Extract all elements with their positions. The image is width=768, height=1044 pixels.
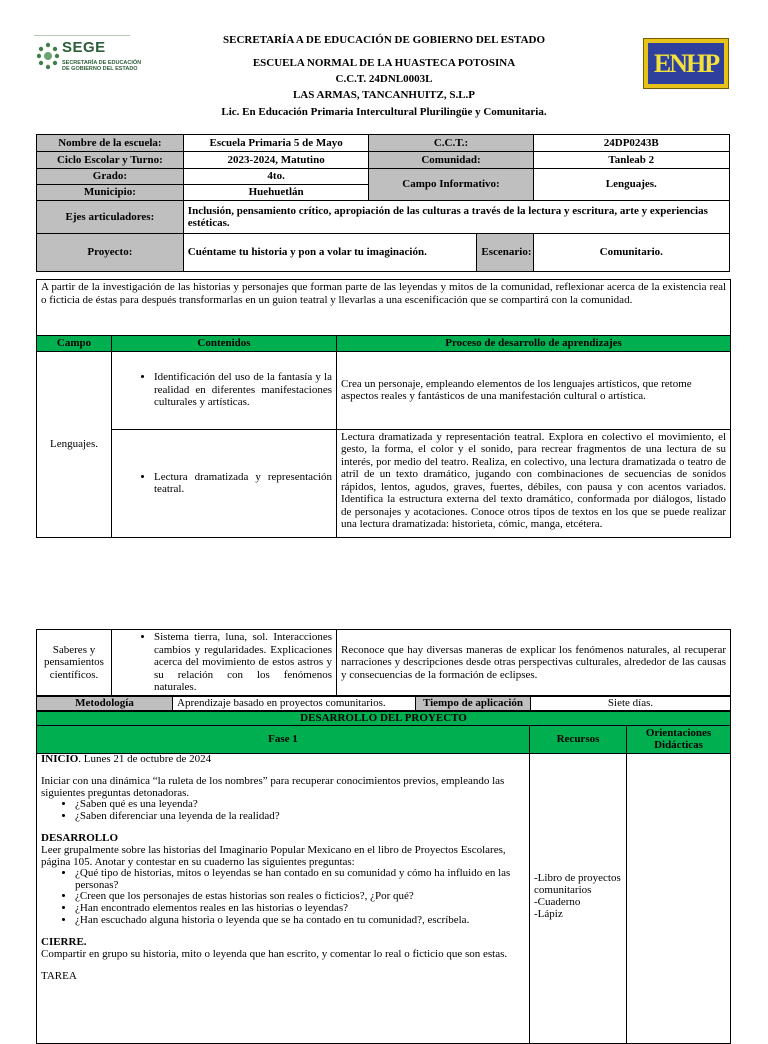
inicio-pregunta-1: • ¿Saben qué es una leyenda? bbox=[75, 799, 525, 811]
recursos-content bbox=[530, 753, 627, 1043]
header-escuela-normal: ESCUELA NORMAL DE LA HUASTECA POTOSINA bbox=[252, 57, 516, 69]
grado-label: Grado: bbox=[37, 169, 184, 185]
desarrollo-texto: Leer grupalmente sobre las historias del Imaginario Popular Mexicano en el libro de Proyectos Escolares, página 105. Anotar y contestar en su cuaderno las siguientes preguntas: bbox=[41, 844, 506, 868]
saberes-campo: Saberes y pensamientos científicos. bbox=[37, 630, 112, 696]
inicio-texto: Iniciar con una dinámica “la ruleta de los nombres” para recuperar conocimientos previos, empleando las siguientes preguntas detonadoras. bbox=[41, 775, 505, 799]
campo-label: Campo Informativo: bbox=[369, 169, 533, 201]
desarrollo-pregunta-3: • ¿Han encontrado elementos reales en las historias o leyendas? bbox=[75, 903, 525, 915]
saberes-contenido-text: • Sistema tierra, luna, sol. Interacciones cambios y regularidades. Explicaciones acerca del movimiento de estos astros y su relación con los fenómenos naturales. bbox=[154, 631, 332, 694]
proceso-row-1: Crea un personaje, empleando elementos de los lenguajes artísticos, que retome aspectos reales y fantásticos de una manifestación cultural o artística. bbox=[337, 351, 731, 429]
nombre-escuela-value: Escuela Primaria 5 de Mayo bbox=[183, 135, 369, 152]
proyecto-value: Cuéntame tu historia y pon a volar tu imaginación. bbox=[183, 234, 477, 272]
desarrollo-label: DESARROLLO bbox=[41, 832, 119, 845]
fase-header: Fase 1 bbox=[37, 725, 530, 753]
sege-logo-sub-1: SECRETARÍA DE EDUCACIÓN bbox=[62, 60, 142, 66]
ciclo-value: 2023-2024, Matutino bbox=[183, 152, 369, 169]
inicio-label: INICIO bbox=[41, 753, 79, 765]
escenario-value: Comunitario. bbox=[533, 234, 729, 272]
saberes-proceso: Reconoce que hay diversas maneras de explicar los fenómenos naturales, al recuperar narraciones y descripciones desde otras perspectivas culturales, alrededor de las causas y consecuencias de la formación de eclipses. bbox=[337, 630, 731, 696]
proceso-row-2: Lectura dramatizada y representación teatral. Explora en colectivo el movimiento, el gesto, la forma, el color y el sonido, para recrear fragmentos de una lectura de su interés, por medio del teatro. Realiza, en colectivo, una lectura dramatizada o teatro de atril de un texto dramático, jugando con combinaciones de secuencias de sonidos rápidos, lentos, agudos, graves, fuertes, débiles, con pausa y con acentos variados. Identifica la estructura externa del texto dramático, conformada por diálogos, listado de personajes y acotaciones. Conoce otros tipos de textos en los que se puede realizar una lectura dramatizada: historieta, cómic, manga, etcétera. bbox=[337, 429, 731, 537]
recurso-3: -Lápiz bbox=[534, 907, 563, 920]
inicio-line bbox=[41, 754, 525, 766]
nombre-escuela-label: Nombre de la escuela: bbox=[37, 135, 184, 152]
campo-lenguajes: Lenguajes. bbox=[37, 351, 112, 537]
saberes-table bbox=[36, 629, 731, 696]
escenario-label: Escenario: bbox=[477, 234, 533, 272]
desarrollo-preguntas bbox=[41, 868, 525, 926]
contenido-1-text: • Identificación del uso de la fantasía y la realidad en diferentes manifestaciones culturales y artísticas. bbox=[154, 371, 332, 409]
ejes-label: Ejes articuladores: bbox=[37, 201, 184, 234]
info-table bbox=[36, 134, 730, 272]
tiempo-label: Tiempo de aplicación bbox=[416, 697, 531, 711]
header-secretaria: SECRETARÍA A DE EDUCACIÓN DE GOBIERNO DEL ESTADO bbox=[222, 34, 546, 46]
desarrollo-table bbox=[36, 711, 731, 1044]
contenido-row-2 bbox=[112, 429, 337, 537]
comunidad-value: Tanleab 2 bbox=[533, 152, 729, 169]
header-contenidos: Contenidos bbox=[112, 336, 337, 352]
sege-logo-title: SEGE bbox=[62, 39, 106, 56]
metodologia-value: Aprendizaje basado en proyectos comunitarios. bbox=[173, 697, 416, 711]
desarrollo-pregunta-2: • ¿Creen que los personajes de estas historias son reales o ficticios?, ¿Por qué? bbox=[75, 891, 525, 903]
cierre-label: CIERRE. bbox=[41, 936, 87, 949]
recursos-header: Recursos bbox=[530, 725, 627, 753]
header-proceso: Proceso de desarrollo de aprendizajes bbox=[337, 336, 731, 352]
enhp-logo bbox=[643, 38, 729, 89]
enhp-logo-text: ENHP bbox=[648, 43, 724, 84]
desarrollo-pregunta-4: • ¿Han escuchado alguna historia o leyenda que se ha contado en tu comunidad?, escríbela. bbox=[75, 915, 525, 927]
recurso-2: -Cuaderno bbox=[534, 895, 581, 908]
inicio-fecha: . Lunes 21 de octubre de 2024 bbox=[78, 753, 212, 765]
cct-label: C.C.T.: bbox=[369, 135, 533, 152]
header-campo: Campo bbox=[37, 336, 112, 352]
campo-value: Lenguajes. bbox=[533, 169, 729, 201]
proposito-text: A partir de la investigación de las historias y personajes que forman parte de las leyendas y mitos de la comunidad, reflexionar acerca de la existencia real o ficticia de éstas para después transformarlas en un guion teatral y llevarlas a una escenificación que se compartirá con la comunidad. bbox=[37, 280, 731, 336]
ejes-value: Inclusión, pensamiento crítico, apropiación de las culturas a través de la lectura y escritura, arte y experiencias estéticas. bbox=[183, 201, 729, 234]
municipio-value: Huehuetlán bbox=[183, 185, 369, 201]
orientaciones-content bbox=[627, 753, 731, 1043]
tarea-label: TAREA bbox=[41, 970, 77, 983]
metodologia-table bbox=[36, 696, 731, 711]
header-licenciatura: Lic. En Educación Primaria Intercultural Plurilingüe y Comunitaria. bbox=[221, 106, 547, 118]
proyecto-label: Proyecto: bbox=[37, 234, 184, 272]
orientaciones-header: Orientaciones Didácticas bbox=[627, 725, 731, 753]
comunidad-label: Comunidad: bbox=[369, 152, 533, 169]
inicio-preguntas bbox=[41, 799, 525, 822]
inicio-pregunta-2: • ¿Saben diferenciar una leyenda de la realidad? bbox=[75, 811, 525, 823]
municipio-label: Municipio: bbox=[37, 185, 184, 201]
contenido-2-text: • Lectura dramatizada y representación teatral. bbox=[154, 471, 332, 496]
saberes-contenido bbox=[112, 630, 337, 696]
header-cct: C.C.T. 24DNL0003L bbox=[335, 73, 433, 85]
ciclo-label: Ciclo Escolar y Turno: bbox=[37, 152, 184, 169]
tiempo-value: Siete días. bbox=[531, 697, 731, 711]
desarrollo-pregunta-1: • ¿Qué tipo de historias, mitos o leyendas se han contado en su comunidad y cómo ha influido en las personas? bbox=[75, 868, 525, 891]
recurso-1: -Libro de proyectos comunitarios bbox=[534, 871, 621, 896]
header-ubicacion: LAS ARMAS, TANCANHUITZ, S.L.P bbox=[292, 89, 476, 101]
cct-value: 24DP0243B bbox=[533, 135, 729, 152]
sege-logo-sub-2: DE GOBIERNO DEL ESTADO bbox=[62, 66, 138, 72]
contenido-row-1 bbox=[112, 351, 337, 429]
fase-content bbox=[37, 753, 530, 1043]
grado-value: 4to. bbox=[183, 169, 369, 185]
contenidos-table bbox=[36, 279, 731, 538]
cierre-texto: Compartir en grupo su historia, mito o leyenda que han escrito, y comentar lo real o ficticio que son estas. bbox=[41, 947, 508, 960]
metodologia-label: Metodología bbox=[37, 697, 173, 711]
desarrollo-title: DESARROLLO DEL PROYECTO bbox=[37, 712, 731, 726]
